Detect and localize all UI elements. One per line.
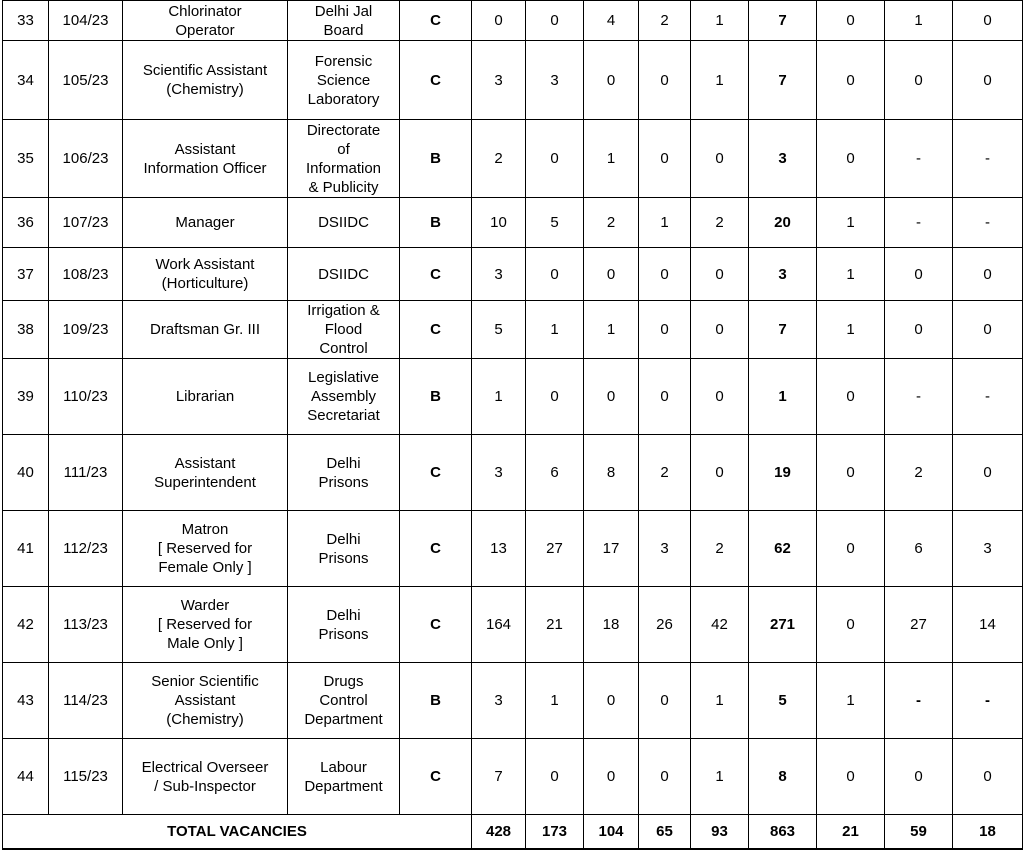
sno-cell: 41 (3, 511, 49, 587)
sno-cell: 34 (3, 41, 49, 120)
post-name-cell (123, 198, 288, 248)
vacancy-cell: 13 (472, 511, 526, 587)
vacancy-cell: 0 (584, 359, 639, 435)
vacancy-cell: 0 (526, 1, 584, 41)
vacancy-cell: 0 (885, 41, 953, 120)
total-value-cell: 93 (691, 815, 749, 849)
vacancy-cell: 0 (885, 739, 953, 815)
vacancy-cell: 1 (526, 301, 584, 359)
post-name-line: Matron (181, 521, 229, 538)
vacancy-table (2, 0, 1023, 850)
vacancy-cell: - (885, 359, 953, 435)
post-name-line: Male Only ] (167, 635, 243, 652)
vacancy-cell: 0 (639, 120, 691, 198)
department-cell (288, 120, 400, 198)
vacancy-cell: 0 (584, 41, 639, 120)
post-name-cell (123, 120, 288, 198)
post-code-cell: 113/23 (49, 587, 123, 663)
total-value-cell: 863 (749, 815, 817, 849)
vacancy-total-cell: 8 (749, 739, 817, 815)
vacancy-cell: 0 (526, 359, 584, 435)
post-name-cell (123, 435, 288, 511)
vacancy-cell: 7 (472, 739, 526, 815)
vacancy-total-cell: 19 (749, 435, 817, 511)
department-line: Control (319, 340, 368, 357)
vacancy-cell: 5 (526, 198, 584, 248)
total-value-cell: 173 (526, 815, 584, 849)
vacancy-total-cell: 3 (749, 120, 817, 198)
vacancy-cell: 1 (584, 120, 639, 198)
sno-cell: 42 (3, 587, 49, 663)
vacancy-cell: 0 (953, 435, 1023, 511)
table-row (3, 359, 1023, 435)
department-line: Secretariat (307, 407, 380, 424)
post-name-cell (123, 663, 288, 739)
sno-cell: 36 (3, 198, 49, 248)
vacancy-cell: 0 (526, 120, 584, 198)
post-name-line: Assistant (174, 692, 236, 709)
post-name-line: / Sub-Inspector (154, 777, 256, 795)
vacancy-cell: 0 (691, 248, 749, 301)
post-code-cell: 107/23 (49, 198, 123, 248)
vacancy-cell: 14 (953, 587, 1023, 663)
group-cell: C (400, 248, 472, 301)
department-cell (288, 739, 400, 815)
post-code-cell: 104/23 (49, 1, 123, 41)
group-cell: C (400, 511, 472, 587)
department-line: Flood (324, 321, 363, 338)
vacancy-cell: 0 (584, 663, 639, 739)
vacancy-cell: 0 (817, 435, 885, 511)
group-cell: C (400, 587, 472, 663)
vacancy-cell: - (953, 663, 1023, 739)
table-row (3, 198, 1023, 248)
vacancy-cell: 0 (817, 587, 885, 663)
vacancy-cell: 0 (953, 41, 1023, 120)
vacancy-cell: 1 (691, 663, 749, 739)
total-value-cell: 18 (953, 815, 1023, 849)
vacancy-cell: 3 (472, 248, 526, 301)
vacancy-cell: 1 (526, 663, 584, 739)
post-name-line: Information Officer (143, 159, 267, 177)
table-row (3, 248, 1023, 301)
sno-cell: 37 (3, 248, 49, 301)
vacancy-cell: 0 (953, 739, 1023, 815)
group-cell: C (400, 1, 472, 41)
vacancy-cell: 0 (526, 248, 584, 301)
total-value-cell: 21 (817, 815, 885, 849)
vacancy-cell: 0 (584, 739, 639, 815)
vacancy-cell: 1 (691, 1, 749, 41)
vacancy-cell: 17 (584, 511, 639, 587)
department-line: Control (319, 692, 368, 709)
post-name-line: Scientific Assistant (142, 62, 268, 79)
department-line: DSIIDC (318, 265, 369, 283)
department-line: Delhi Jal (314, 2, 373, 20)
post-name-line: Chlorinator (168, 2, 242, 20)
department-line: Delhi (326, 606, 361, 624)
vacancy-total-cell: 5 (749, 663, 817, 739)
vacancy-total-cell: 7 (749, 1, 817, 41)
post-code-cell: 114/23 (49, 663, 123, 739)
group-cell: B (400, 359, 472, 435)
post-code-cell: 106/23 (49, 120, 123, 198)
vacancy-cell: 1 (817, 663, 885, 739)
vacancy-cell: 0 (817, 359, 885, 435)
post-name-line: Superintendent (154, 473, 256, 491)
vacancy-cell: 5 (472, 301, 526, 359)
vacancy-cell: - (953, 198, 1023, 248)
department-cell (288, 359, 400, 435)
vacancy-total-cell: 7 (749, 41, 817, 120)
group-cell: C (400, 301, 472, 359)
department-line: Laboratory (307, 90, 380, 108)
vacancy-cell: - (885, 663, 953, 739)
sno-cell: 39 (3, 359, 49, 435)
post-name-cell (123, 41, 288, 120)
vacancy-cell: 0 (953, 248, 1023, 301)
department-line: Board (323, 21, 364, 39)
post-code-cell: 109/23 (49, 301, 123, 359)
vacancy-cell: 6 (526, 435, 584, 511)
vacancy-cell: 8 (584, 435, 639, 511)
vacancy-cell: 3 (526, 41, 584, 120)
table-row (3, 587, 1023, 663)
post-name-line: [ Reserved for (157, 616, 253, 633)
post-name-cell (123, 587, 288, 663)
total-row (3, 815, 1023, 849)
department-cell (288, 301, 400, 359)
post-name-line: Draftsman Gr. III (149, 321, 261, 338)
table-body (3, 1, 1023, 849)
vacancy-cell: 0 (639, 359, 691, 435)
vacancy-cell: 2 (639, 1, 691, 41)
sno-cell: 38 (3, 301, 49, 359)
vacancy-cell: 2 (584, 198, 639, 248)
post-code-cell: 108/23 (49, 248, 123, 301)
post-name-cell (123, 1, 288, 41)
vacancy-cell: 0 (817, 511, 885, 587)
group-cell: C (400, 435, 472, 511)
vacancy-cell: 0 (584, 248, 639, 301)
vacancy-cell: 2 (885, 435, 953, 511)
total-vacancies-label: TOTAL VACANCIES (3, 815, 472, 849)
table-row (3, 739, 1023, 815)
vacancy-cell: 1 (817, 248, 885, 301)
table-row (3, 511, 1023, 587)
total-value-cell: 65 (639, 815, 691, 849)
vacancy-cell: 0 (817, 1, 885, 41)
vacancy-cell: 1 (584, 301, 639, 359)
post-code-cell: 110/23 (49, 359, 123, 435)
vacancy-total-cell: 20 (749, 198, 817, 248)
table-row (3, 663, 1023, 739)
vacancy-cell: 1 (817, 198, 885, 248)
vacancy-cell: 21 (526, 587, 584, 663)
department-line: Delhi (326, 530, 361, 548)
post-name-line: Work Assistant (155, 256, 255, 273)
vacancy-cell: - (953, 359, 1023, 435)
department-line: Department (304, 777, 383, 795)
department-line: Assembly (310, 388, 377, 405)
department-cell (288, 248, 400, 301)
vacancy-cell: 0 (953, 1, 1023, 41)
department-line: Forensic (314, 52, 373, 70)
department-line: Delhi (326, 454, 361, 472)
post-name-cell (123, 301, 288, 359)
post-name-line: [ Reserved for (157, 540, 253, 557)
table-row (3, 120, 1023, 198)
post-name-line: (Horticulture) (161, 275, 249, 292)
vacancy-cell: 0 (639, 301, 691, 359)
vacancy-cell: 0 (817, 41, 885, 120)
vacancy-cell: 0 (639, 739, 691, 815)
department-line: of (337, 140, 350, 158)
vacancy-cell: 0 (639, 41, 691, 120)
vacancy-total-cell: 7 (749, 301, 817, 359)
table-row (3, 301, 1023, 359)
vacancy-total-cell: 62 (749, 511, 817, 587)
department-cell (288, 1, 400, 41)
department-line: Prisons (318, 625, 369, 643)
vacancy-cell: 3 (639, 511, 691, 587)
post-name-line: Warder (180, 597, 230, 614)
vacancy-cell: 1 (691, 41, 749, 120)
department-line: Department (304, 711, 383, 728)
vacancy-cell: - (953, 120, 1023, 198)
vacancy-cell: - (885, 120, 953, 198)
post-name-cell (123, 739, 288, 815)
vacancy-cell: 3 (472, 663, 526, 739)
vacancy-cell: 0 (817, 120, 885, 198)
vacancy-cell: 3 (953, 511, 1023, 587)
department-cell (288, 511, 400, 587)
vacancy-cell: 1 (885, 1, 953, 41)
post-name-cell (123, 359, 288, 435)
department-line: Information (305, 159, 382, 177)
sno-cell: 44 (3, 739, 49, 815)
vacancy-cell: 1 (639, 198, 691, 248)
post-name-line: Senior Scientific (151, 673, 259, 690)
post-name-line: (Chemistry) (166, 711, 244, 728)
vacancy-cell: 2 (691, 198, 749, 248)
vacancy-cell: 26 (639, 587, 691, 663)
vacancy-cell: 164 (472, 587, 526, 663)
department-line: & Publicity (308, 178, 379, 196)
post-name-cell (123, 511, 288, 587)
post-code-cell: 115/23 (49, 739, 123, 815)
vacancy-cell: 2 (691, 511, 749, 587)
post-name-cell (123, 248, 288, 301)
vacancy-cell: 0 (817, 739, 885, 815)
total-value-cell: 59 (885, 815, 953, 849)
table-row (3, 1, 1023, 41)
vacancy-cell: 27 (526, 511, 584, 587)
post-name-line: Assistant (174, 140, 236, 158)
department-line: Drugs (323, 673, 364, 690)
vacancy-cell: 0 (953, 301, 1023, 359)
vacancy-cell: 6 (885, 511, 953, 587)
vacancy-cell: 0 (691, 435, 749, 511)
department-line: Science (316, 71, 371, 89)
post-code-cell: 105/23 (49, 41, 123, 120)
vacancy-cell: - (885, 198, 953, 248)
sno-cell: 43 (3, 663, 49, 739)
department-line: Labour (320, 758, 367, 776)
group-cell: B (400, 663, 472, 739)
vacancy-cell: 2 (472, 120, 526, 198)
post-name-line: Assistant (174, 454, 236, 472)
vacancy-cell: 42 (691, 587, 749, 663)
vacancy-total-cell: 271 (749, 587, 817, 663)
department-line: Prisons (318, 549, 369, 567)
vacancy-cell: 18 (584, 587, 639, 663)
vacancy-total-cell: 3 (749, 248, 817, 301)
group-cell: B (400, 198, 472, 248)
post-name-line: Manager (175, 214, 235, 231)
vacancy-cell: 0 (526, 739, 584, 815)
vacancy-total-cell: 1 (749, 359, 817, 435)
department-line: Irrigation & (307, 302, 380, 319)
table-row (3, 435, 1023, 511)
vacancy-cell: 10 (472, 198, 526, 248)
vacancy-cell: 1 (472, 359, 526, 435)
vacancy-cell: 0 (472, 1, 526, 41)
vacancy-cell: 0 (885, 301, 953, 359)
post-name-line: Female Only ] (158, 559, 252, 576)
post-code-cell: 112/23 (49, 511, 123, 587)
post-code-cell: 111/23 (49, 435, 123, 511)
post-name-line: Electrical Overseer (141, 758, 269, 776)
department-line: Legislative (308, 369, 379, 386)
department-line: Prisons (318, 473, 369, 491)
vacancy-cell: 0 (691, 120, 749, 198)
department-cell (288, 435, 400, 511)
vacancy-cell: 3 (472, 41, 526, 120)
post-name-line: Librarian (175, 388, 235, 405)
group-cell: C (400, 739, 472, 815)
total-value-cell: 104 (584, 815, 639, 849)
sno-cell: 33 (3, 1, 49, 41)
vacancy-cell: 3 (472, 435, 526, 511)
group-cell: B (400, 120, 472, 198)
department-line: Directorate (306, 121, 381, 139)
vacancy-cell: 1 (691, 739, 749, 815)
vacancy-cell: 4 (584, 1, 639, 41)
vacancy-cell: 0 (639, 248, 691, 301)
post-name-line: (Chemistry) (166, 81, 244, 98)
vacancy-cell: 0 (639, 663, 691, 739)
vacancy-cell: 0 (691, 301, 749, 359)
sno-cell: 40 (3, 435, 49, 511)
sno-cell: 35 (3, 120, 49, 198)
department-cell (288, 663, 400, 739)
post-name-line: Operator (175, 21, 235, 39)
total-value-cell: 428 (472, 815, 526, 849)
vacancy-cell: 27 (885, 587, 953, 663)
vacancy-cell: 0 (885, 248, 953, 301)
department-cell (288, 587, 400, 663)
department-cell (288, 198, 400, 248)
department-cell (288, 41, 400, 120)
table-row (3, 41, 1023, 120)
vacancy-cell: 2 (639, 435, 691, 511)
department-line: DSIIDC (318, 214, 369, 231)
group-cell: C (400, 41, 472, 120)
vacancy-cell: 0 (691, 359, 749, 435)
vacancy-cell: 1 (817, 301, 885, 359)
